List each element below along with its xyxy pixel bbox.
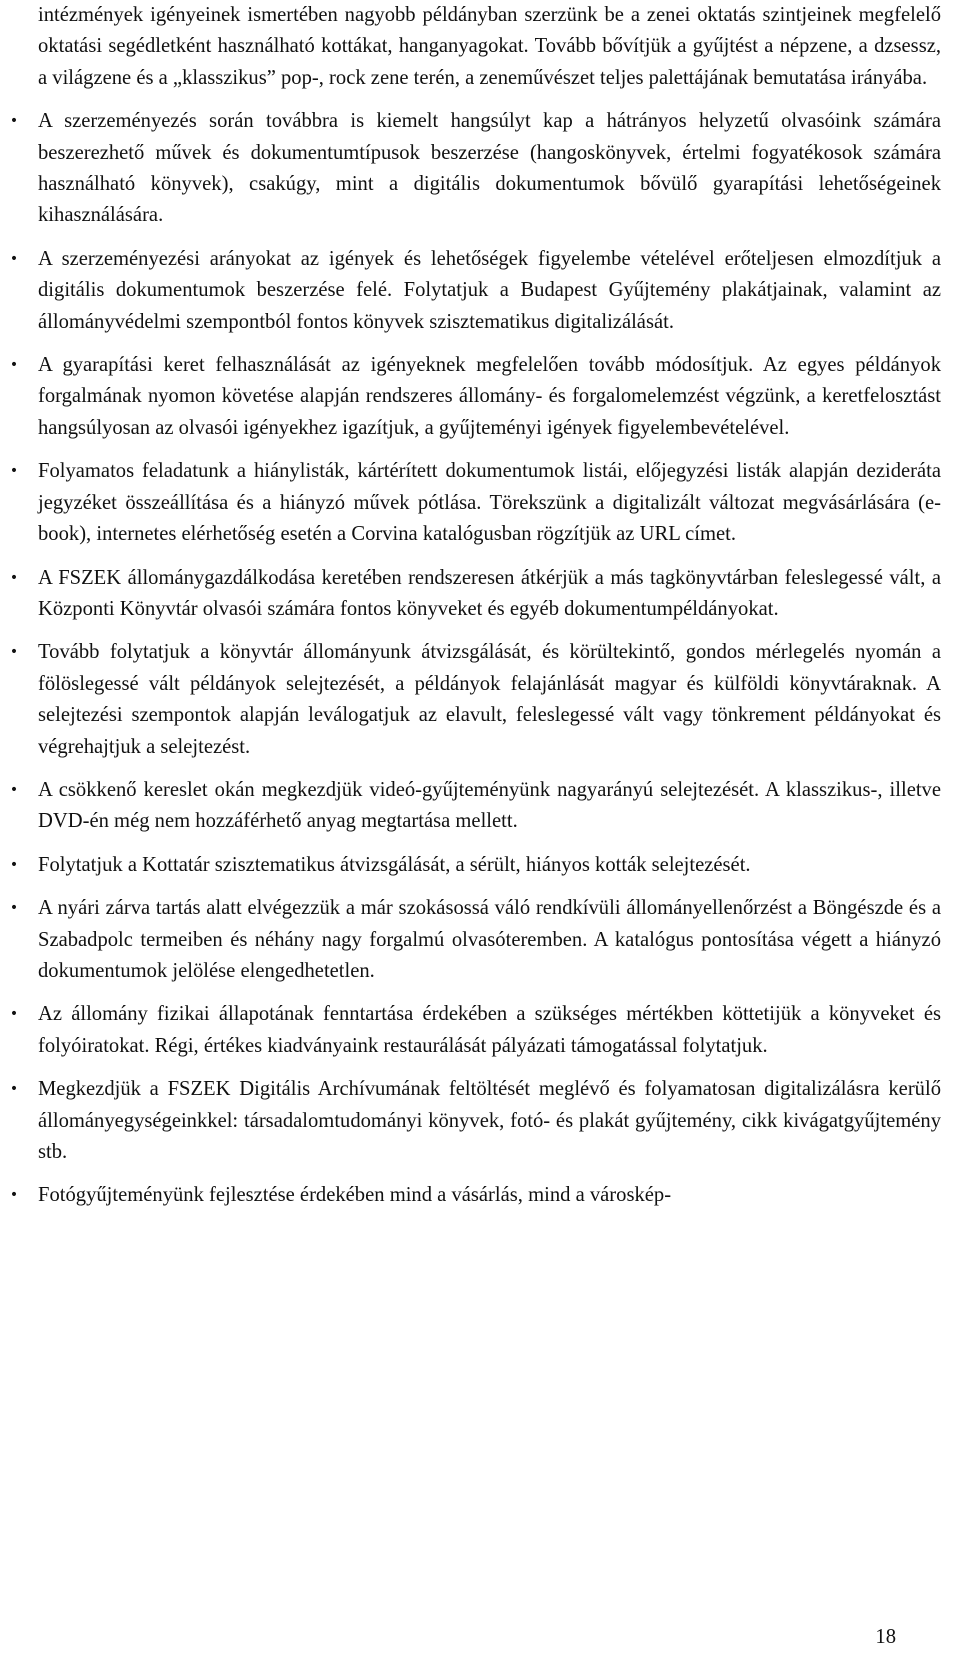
list-item bbox=[9, 999, 941, 1062]
list-item-text: Folytatjuk a Kottatár szisztematikus átvizsgálását, a sérült, hiányos kották selejtezését. bbox=[38, 853, 751, 876]
bullet-icon: • bbox=[9, 1187, 19, 1204]
list-item-text: A szerzeményezési arányokat az igények és lehetőségek figyelembe vételével erőteljesen elmozdítjuk a digitális dokumentumok beszerzése felé. Folytatjuk a Budapest Gyűjtemény plakátjainak, valamint az állományvédelmi szempontból fontos könyvek szisztematikus digitalizálását. bbox=[38, 247, 941, 333]
list-item-text: A nyári zárva tartás alatt elvégezzük a már szokásossá váló rendkívüli állományellenőrzést a Böngészde és a Szabadpolc termeiben és néhány nagy forgalmú olvasóteremben. A katalógus pontosítása végett a hiányzó dokumentumok jelölése elengedhetetlen. bbox=[38, 897, 941, 982]
bullet-icon: • bbox=[9, 1006, 19, 1023]
bullet-icon: • bbox=[9, 113, 19, 130]
page-number: 18 bbox=[875, 1626, 896, 1648]
list-item bbox=[9, 1180, 941, 1211]
list-item-text: Fotógyűjteményünk fejlesztése érdekében mind a vásárlás, mind a városkép- bbox=[38, 1184, 672, 1207]
list-item bbox=[9, 893, 941, 987]
list-item-text: Megkezdjük a FSZEK Digitális Archívumának feltöltését meglévő és folyamatosan digitalizálásra kerülő állományegységeinkkel: társadalomtudományi könyvek, fotó- és plakát gyűjtemény, cikk kivágatgyűjtemény stb. bbox=[38, 1078, 941, 1163]
list-item-text: A gyarapítási keret felhasználását az igényeknek megfelelően tovább módosítjuk. Az egyes példányok forgalmának nyomon követése alapján rendszeres állomány- és forgalomelemzést végzünk, a keretfelosztást hangsúlyosan az olvasói igényekhez igazítjuk, a gyűjteményi igények figyelembevételével. bbox=[38, 354, 941, 439]
list-item-text: A szerzeményezés során továbbra is kiemelt hangsúlyt kap a hátrányos helyzetű olvasóink számára beszerezhető művek és dokumentumtípusok beszerzése (hangoskönyvek, értelmi fogyatékosok számára használható könyvek), csakúgy, mint a digitális dokumentumok bővülő gyarapítási lehetőségeinek kihasználására. bbox=[38, 110, 941, 227]
bullet-icon: • bbox=[9, 357, 19, 374]
bullet-icon: • bbox=[9, 900, 19, 917]
bullet-icon: • bbox=[9, 781, 19, 798]
list-item bbox=[9, 350, 941, 444]
bullet-icon: • bbox=[9, 856, 19, 873]
list-item bbox=[9, 106, 941, 232]
list-item-text: A FSZEK állománygazdálkodása keretében rendszeresen átkérjük a más tagkönyvtárban feleslegessé vált, a Központi Könyvtár olvasói számára fontos könyveket és egyéb dokumentumpéldányokat. bbox=[38, 566, 941, 620]
bullet-icon: • bbox=[9, 463, 19, 480]
list-item-text: Tovább folytatjuk a könyvtár állományunk átvizsgálását, és körültekintő, gondos mérlegelés nyomán a fölöslegessé vált példányok selejtezését, a példányok felajánlását magyar és külföldi könyvtáraknak. A selejtezési szempontok alapján leválogatjuk az elavult, feleslegessé vált vagy tönkrement példányokat és végrehajtjuk a selejtezést. bbox=[38, 641, 941, 758]
list-item bbox=[9, 456, 941, 550]
list-item-text: A csökkenő kereslet okán megkezdjük videó-gyűjteményünk nagyarányú selejtezését. A klasszikus-, illetve DVD-én még nem hozzáférhető anyag megtartása mellett. bbox=[38, 778, 941, 833]
bullet-icon: • bbox=[9, 1081, 19, 1098]
list-item bbox=[9, 637, 941, 763]
list-item bbox=[9, 850, 941, 881]
bullet-icon: • bbox=[9, 250, 19, 267]
intro-paragraph: intézmények igényeinek ismertében nagyobb példányban szerzünk be a zenei oktatás szintjeinek megfelelő oktatási segédletként használható kottákat, hanganyagokat. Tovább bővítjük a gyűjtést a népzene, a dzsessz, a világzene és a „klasszikus” pop-, rock zene terén, a zeneművészet teljes palettájának bemutatása irányába. bbox=[38, 4, 941, 89]
bullet-icon: • bbox=[9, 569, 19, 586]
list-item bbox=[9, 244, 941, 338]
bullet-icon: • bbox=[9, 644, 19, 661]
list-item-text: Folyamatos feladatunk a hiánylisták, kártérített dokumentumok listái, előjegyzési listák alapján dezideráta jegyzéket összeállítása és a hiányzó művek pótlása. Törekszünk a digitalizált változat megvásárlására (e-book), internetes elérhetőség esetén a Corvina katalógusban rögzítjük az URL címet. bbox=[38, 460, 941, 546]
list-item-text: Az állomány fizikai állapotának fenntartása érdekében a szükséges mértékben köttetijük a könyveket és folyóiratokat. Régi, értékes kiadványaink restaurálását pályázati támogatással folytatjuk. bbox=[38, 1003, 941, 1057]
bullet-list bbox=[9, 106, 941, 1212]
page-content bbox=[9, 0, 941, 1224]
list-item bbox=[9, 563, 941, 626]
list-item bbox=[9, 1074, 941, 1168]
list-item bbox=[9, 775, 941, 838]
